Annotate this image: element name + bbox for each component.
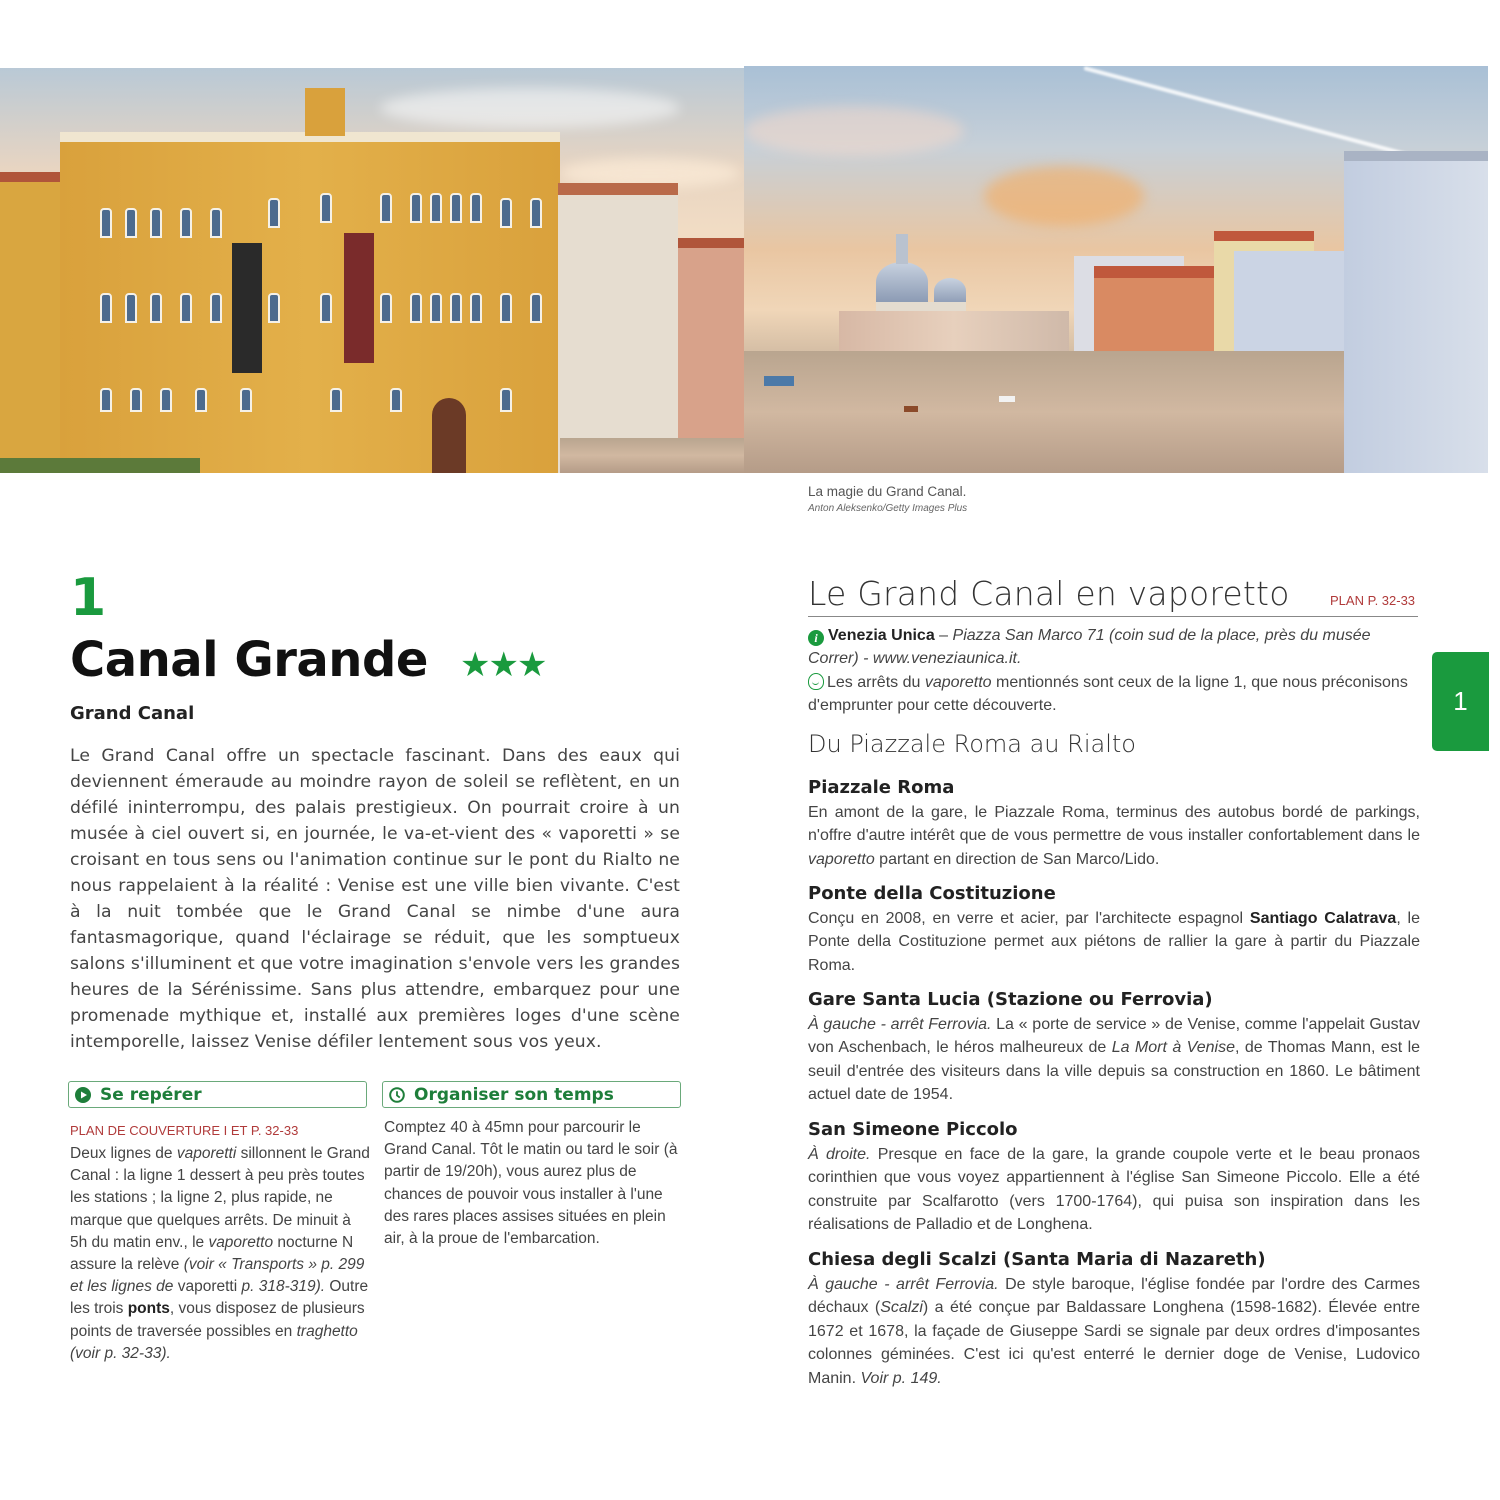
section-title: Le Grand Canal en vaporetto	[808, 574, 1290, 613]
photo-palazzo-cavalli-franchetti	[0, 68, 744, 473]
photo-caption: La magie du Grand Canal.	[808, 484, 967, 499]
photo-grand-canal-salute	[744, 66, 1488, 473]
entry-text: À gauche - arrêt Ferrovia. La « porte de service » de Venise, comme l'appelait Gustav von Aschenbach, le héros malheureux de La Mort à Venise, de Thomas Mann, est le seuil d'entrée des visiteurs dans la ville depuis sa construction en 1860. Le bâtiment actuel date de 1954.	[808, 1016, 1421, 1104]
photo-credit: Anton Aleksenko/Getty Images Plus	[808, 503, 968, 514]
subsection-title: Du Piazzale Roma au Rialto	[808, 730, 1136, 758]
star-rating-icon: ★★★	[460, 646, 546, 684]
info-block: i Venezia Unica – Piazza San Marco 71 (coin sud de la place, près du musée Correr) - www.veneziaunica.it. Les arrêts du vaporetto mentionnés sont ceux de la ligne 1, que nous préconisons d'emprunter pour cette découverte.	[808, 627, 1408, 714]
box-header-orient	[68, 1081, 367, 1108]
entry-chiesa-scalzi	[808, 1249, 1420, 1390]
box-text-orient: Deux lignes de vaporetti sillonnent le Grand Canal : la ligne 1 dessert à peu près toutes les stations ; la ligne 2, plus rapide, ne marque que quelques arrêts. De minuit à 5h du matin env., le vaporetto nocturne N assure la relève (voir « Transports » p. 299 et les lignes de vaporetti p. 318-319). Outre les trois ponts, vous disposez de plusieurs points de traversée possibles en traghetto (voir p. 32-33).	[70, 1145, 370, 1362]
plan-reference-orient: PLAN DE COUVERTURE I ET P. 32-33	[70, 1123, 299, 1138]
entry-gare-santa-lucia	[808, 989, 1420, 1107]
entry-heading: Ponte della Costituzione	[808, 883, 1056, 904]
tip-smiley-icon	[808, 673, 824, 690]
plan-reference-section: PLAN P. 32-33	[1330, 593, 1416, 608]
entry-heading: San Simeone Piccolo	[808, 1119, 1018, 1140]
box-header-time-label: Organiser son temps	[414, 1084, 614, 1105]
entry-text: À gauche - arrêt Ferrovia. De style baroque, l'église fondée par l'ordre des Carmes déchaux (Scalzi) a été conçue par Baldassare Longhena (1598-1682). Élevée entre 1672 et 1678, la façade de Giuseppe Sardi se signale par deux ordres d'imposantes colonnes géminées. C'est ici qu'est enterré le dernier doge de Venise, Ludovico Manin. Voir p. 149.	[808, 1276, 1421, 1387]
box-header-orient-label: Se repérer	[100, 1084, 202, 1105]
page-subtitle: Grand Canal	[70, 703, 195, 724]
entry-piazzale-roma	[808, 777, 1420, 871]
section-divider	[808, 616, 1418, 617]
entry-ponte-costituzione	[808, 883, 1420, 977]
info-office-name: Venezia Unica	[828, 627, 935, 644]
chapter-side-tab[interactable]: 1	[1432, 652, 1489, 751]
entry-text: En amont de la gare, le Piazzale Roma, terminus des autobus bordé de parkings, n'offre d'autre intérêt que de vous permettre de vous installer confortablement dans le vaporetto partant en direction de San Marco/Lido.	[808, 804, 1420, 868]
intro-paragraph: Le Grand Canal offre un spectacle fascinant. Dans des eaux qui deviennent émeraude au moindre rayon de soleil se reflètent, en un défilé ininterrompu, des palais prestigieux. On pourrait croire à un musée à ciel ouvert si, en journée, le va-et-vient des « vaporetti » se croisant en tous sens ou l'animation continue sur le pont du Rialto ne nous rappelaient à la réalité : Venise est une ville bien vivante. C'est à la nuit tombée que le Grand Canal se nimbe d'une aura fantasmagorique, quand l'éclairage se réduit, que les somptueux salons s'illuminent et que votre imagination s'envole vers les grandes heures de la Sérénissime. Sans plus attendre, embarquez pour une promenade mythique et, installé aux premières loges d'une scène intemporelle, laissez Venise défiler lentement sous vos yeux.	[70, 746, 680, 1052]
entry-text: À droite. Presque en face de la gare, la grande coupole verte et le beau pronaos corinthien que vous voyez appartiennent à l'église San Simeone Piccolo. Elle a été construite par Scalfarotto (vers 1700-1764), qui puisa son inspiration dans les réalisations de Palladio et de Longhena.	[808, 1146, 1420, 1234]
info-icon: i	[808, 630, 824, 646]
entry-heading: Piazzale Roma	[808, 777, 955, 798]
play-circle-icon	[75, 1087, 91, 1103]
info-address: Piazza San Marco 71 (coin sud de la place, près du musée Correr) - www.veneziaunica.it.	[808, 627, 1371, 668]
entry-heading: Gare Santa Lucia (Stazione ou Ferrovia)	[808, 989, 1213, 1010]
entry-heading: Chiesa degli Scalzi (Santa Maria di Nazareth)	[808, 1249, 1266, 1270]
clock-icon	[389, 1087, 405, 1103]
chapter-number: 1	[70, 568, 107, 628]
entry-san-simeone-piccolo	[808, 1119, 1420, 1237]
page-title: Canal Grande	[70, 632, 428, 688]
entry-text: Conçu en 2008, en verre et acier, par l'architecte espagnol Santiago Calatrava, le Ponte della Costituzione permet aux piétons de rallier la gare à partir du Piazzale Roma.	[808, 910, 1421, 974]
box-text-time: Comptez 40 à 45mn pour parcourir le Grand Canal. Tôt le matin ou tard le soir (à partir de 19/20h), vous aurez plus de chances de pouvoir vous installer à l'une des rares places assises situées en plein air, à la proue de l'embarcation.	[384, 1119, 678, 1248]
box-header-time	[382, 1081, 681, 1108]
